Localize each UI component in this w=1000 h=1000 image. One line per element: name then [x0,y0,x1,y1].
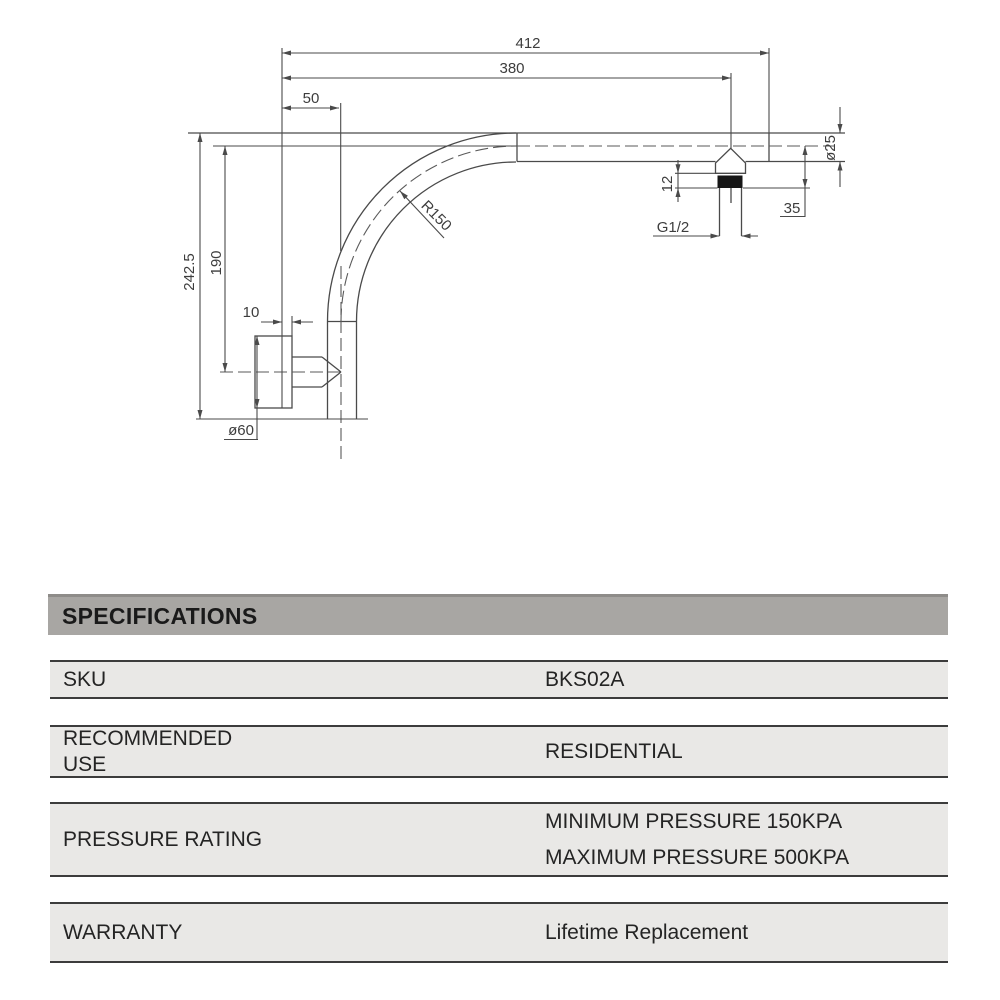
warranty-value: Lifetime Replacement [545,920,749,944]
sku-label: SKU [63,667,107,691]
centerlines [220,146,835,460]
dim-label-190: 190 [208,250,225,276]
spec-row-recommended-use [50,725,948,778]
dim-label-50: 50 [302,90,320,107]
pressure-max-value: MAXIMUM PRESSURE 500KPA [545,845,850,869]
dim-label-380: 380 [499,60,525,77]
specifications-header-label: SPECIFICATIONS [62,602,258,629]
dimension-arrowheads [198,51,843,420]
thread-seal [718,176,743,189]
dimension-labels [181,35,839,439]
recommended-use-label-line1: RECOMMENDED [63,726,233,750]
dim-label-412: 412 [515,35,541,52]
recommended-use-label-line2: USE [63,752,107,776]
specifications-header [48,594,948,635]
dim-label-dia60: ø60 [228,422,254,439]
sku-value: BKS02A [545,667,625,691]
dim-label-dia25: ø25 [822,135,839,161]
dim-label-12: 12 [659,175,676,193]
dim-label-242-5: 242.5 [181,253,198,291]
dim-label-10: 10 [242,304,260,321]
dim-label-g1-2: G1/2 [656,219,690,236]
dim-label-r150: R150 [417,197,455,235]
dim-label-35: 35 [783,200,801,217]
pressure-min-value: MINIMUM PRESSURE 150KPA [545,809,843,833]
spec-row-pressure-rating [50,802,948,877]
pressure-rating-label: PRESSURE RATING [63,827,263,851]
pipe-outline [188,133,845,419]
spec-row-sku [50,660,948,699]
spec-row-warranty [50,902,948,963]
warranty-label: WARRANTY [63,920,183,944]
recommended-use-value: RESIDENTIAL [545,739,683,763]
